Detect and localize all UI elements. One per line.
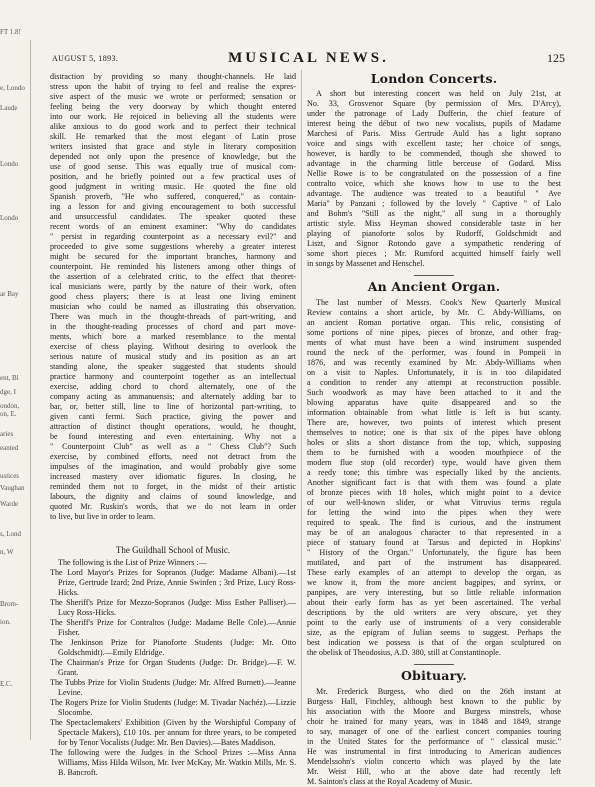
text-line: ments, which bore a marked resemblance to the mental — [50, 332, 296, 341]
text-line: depended not only upon the presence of knowledge, but the — [50, 152, 296, 161]
text-line: round the neck of the performer, was found in Pompeii in — [307, 348, 561, 357]
prize-entry: The Lord Mayor's Prizes for Sopranos (Judge: Madame Albani).—1st Prize, Gertrude Izard; 2nd Prize, Annie Swinfen ; 3rd Prize, Lucy Ross-Hicks. — [50, 568, 296, 597]
text-line: panpipes, are very interesting, but so little reliable information — [307, 588, 561, 597]
margin-fragment: eanted — [0, 444, 19, 452]
text-line: reminded them not to forget, in the midst of their artistic — [50, 482, 296, 491]
text-line: good chess players; there is at least one living eminent — [50, 292, 296, 301]
text-line: for letting the wind into the pipes when they were — [307, 508, 561, 517]
margin-fragment: Laude — [0, 104, 18, 112]
text-line: and Bohm's "Still as the night," all sung in a thoroughly — [307, 209, 561, 218]
text-line: might be secured for the important branches, harmony and — [50, 252, 296, 261]
text-line: feeling being the very doorway by which thought entered — [50, 102, 296, 111]
margin-fragment: E.C. — [0, 680, 13, 688]
margin-fragment: FT 1.8! — [0, 28, 21, 36]
text-line: required to speak. The find is curious, and the instrument — [307, 518, 561, 527]
text-line: size, as the epigram of Julian seems to suggest. Perhaps the — [307, 628, 561, 637]
prize-entry: The Rogers Prize for Violin Students (Judge: M. Tivadar Nachéz).—Lizzie Slocombe. — [50, 698, 296, 717]
text-line: There was much in the thought-threads of part-writing, and — [50, 312, 296, 321]
prize-entry: The following were the Judges in the School Prizes :—Miss Anna Williams, Miss Hilda Wilson, Mr. Iver McKay, Mr. Watkin Mills, Mr. S. B. Bancroft. — [50, 748, 296, 777]
text-line: good judgment in writing music. He quoted the fine old — [50, 182, 296, 191]
text-line: Burgess Hall, Finchley, although best known to the public by — [307, 697, 561, 706]
text-line: These early examples of an attempt to develop the organ, as — [307, 568, 561, 577]
text-line: proceeded to give some suggestions whereby a greater interest — [50, 242, 296, 251]
text-line: to live, but live in order to learn. — [50, 512, 155, 521]
obituary-article — [307, 687, 561, 787]
text-line: ing a lesson for and giving encouragement to both successful — [50, 202, 296, 211]
text-line: standing alone, the speaker suggested that students should — [50, 362, 296, 371]
margin-fragment: s, Lond — [0, 530, 21, 538]
text-line: the assertion of a celebrated critic, to the effect that theoret- — [50, 272, 296, 281]
lecture-report — [50, 72, 296, 522]
margin-fragment: dge, I — [0, 388, 16, 396]
margin-fragment: n, W — [0, 548, 14, 556]
text-line: a reedy tone; this timbre was especially liked by the ancients. — [307, 468, 561, 477]
text-line: skill. He remarked that the most elegant of Latin prose — [50, 132, 296, 141]
london-concerts-heading: London Concerts. — [370, 71, 498, 86]
text-line: to say, manager of one of the earliest concert companies touring — [307, 727, 561, 736]
text-line: a condition to render any attempt at reconstruction possible. — [307, 378, 561, 387]
margin-fragment: Vaughan — [0, 484, 25, 492]
text-line: piece of statuary found at Tarsus and depicted in Hopkins' — [307, 538, 561, 547]
text-line: point to the early use of instruments of a very considerable — [307, 618, 561, 627]
text-line: Mr. Frederick Burgess, who died on the 26th instant at — [316, 687, 561, 696]
text-line: Mr. Weist Hill, who at the above date had recently left — [307, 767, 561, 776]
text-line: however, is hardly to be commended, though she showed to — [307, 149, 561, 158]
column-divider — [301, 70, 302, 720]
text-line: best indication we possess is that of the organ sculptured on — [307, 638, 561, 647]
text-line: distraction by providing so many thought-channels. He laid — [50, 72, 296, 81]
text-line: impulses of the imagination, and would probably give some — [50, 462, 296, 471]
obituary-heading: Obituary. — [401, 668, 467, 683]
margin-fragment: aries — [0, 430, 14, 438]
text-line: into our work. He rejoiced in believing all the students were — [50, 112, 296, 121]
text-line: Another significant fact is that with them was found a plate — [307, 478, 561, 487]
text-line: on a visit to Naples. Unfortunately, it is in too dilapidated — [307, 368, 561, 377]
text-line: and unsuccessful candidates. The speaker quoted these — [50, 212, 296, 221]
left-column — [50, 72, 296, 778]
text-line: Marchesi of Paris. Miss Gertrude Auld has a light soprano — [307, 129, 561, 138]
text-line: stress upon the habit of trying to feel and realise the expres- — [50, 82, 296, 91]
prize-entry: The Sheriff's Prize for Mezzo-Sopranos (Judge: Miss Esther Palliser).—Lucy Ross-Hicks. — [50, 598, 296, 617]
prize-list — [50, 558, 296, 778]
text-line: " History of the Organ." Unfortunately, the figure has been — [307, 548, 561, 557]
prize-entry: The Jenkinson Prize for Pianoforte Students (Judge: Mr. Otto Goldschmidt).—Emily Eldridge. — [50, 638, 296, 657]
text-line: company acting as ammanuensis; and alternately adding bar to — [50, 392, 296, 401]
text-line: them to be furnished with a wooden mouthpiece of the — [307, 448, 561, 457]
text-line: blowing apparatus have quite disappeared and so the — [307, 398, 561, 407]
text-line: holes or slits a short distance from the top, which, supposing — [307, 438, 561, 447]
margin-rule — [30, 40, 31, 740]
page-number: 125 — [547, 51, 565, 65]
margin-fragment: Warde — [0, 500, 19, 508]
margin-fragment: ent, Bl — [0, 374, 19, 382]
prize-entry: The Chairman's Prize for Organ Students (Judge: Dr. Bridge).—F. W. Grant. — [50, 658, 296, 677]
text-line: " Counterpoint Club" as well as a " Chess Club"? Such — [50, 442, 296, 451]
text-line: position, and he briefly pointed out a few practical uses of — [50, 172, 296, 181]
guildhall-heading: The Guildhall School of Music. — [115, 545, 231, 555]
text-line: we know it, from the more ancient bagpipes, and syrinx, or — [307, 578, 561, 587]
text-line: contralto voice, which she knows how to use to the best — [307, 179, 561, 188]
text-line: recent words of an eminent examiner: "Why do candidates — [50, 222, 296, 231]
text-line: advantage. The audience was treated to a beautiful " Ave — [307, 189, 561, 198]
text-line: He was instrumental in first introducing to American audiences — [307, 747, 561, 756]
prize-entry: The Spectaclemakers' Exhibition (Given by the Worshipful Company of Spectacle Makers), £10 10s. per annum for three years, to be competed for by Tenor Vocalists (Judge: Mr. Ben Davies).—Bates Maddison. — [50, 718, 296, 747]
text-line: of bronze pieces with 18 holes, which might point to a device — [307, 488, 561, 497]
margin-fragment: ondon, — [0, 402, 20, 410]
text-line: No. 33, Grosvenor Square (by permission of Mrs. D'Arcy), — [307, 99, 561, 108]
text-line: information obtainable from what little is left is but scanty. — [307, 408, 561, 417]
prize-entry: The Sheriff's Prize for Contraltos (Judge: Madame Belle Cole).—Annie Fisher. — [50, 618, 296, 637]
text-line: sive aspect of the music we wrote or performed; sensation or — [50, 92, 296, 101]
text-line: artistic style. Miss Heyman showed considerable taste in her — [307, 219, 561, 228]
margin-fragment: Londo — [0, 160, 19, 168]
ancient-organ-article — [307, 298, 561, 658]
text-line: be found interesting and even entertaining. Why not a — [50, 432, 296, 441]
text-line: given canti fermi. Such practice, giving the power and — [50, 412, 296, 421]
text-line: in the thought-reading processes of chord and part move- — [50, 322, 296, 331]
text-line: Liszt, and Signor Rotondo gave a sympathetic rendering of — [307, 239, 561, 248]
text-line: choir he trained for many years, was in 1848 and 1849, strange — [307, 717, 561, 726]
text-line: writers insisted that grace and style in literary composition — [50, 142, 296, 151]
text-line: advantage in the charming little berceuse of Godard. Miss — [307, 159, 561, 168]
text-line: 1876, and was recently examined by Mr. Abdy-Williams when — [307, 358, 561, 367]
adjacent-page-margin — [0, 0, 30, 760]
text-line: some portions of nine pipes, pieces of bronze, and other frag- — [307, 328, 561, 337]
text-line: There are, however, two points of interest which present — [307, 418, 561, 427]
text-line: descriptions by the old writers are very obscure, yet they — [307, 608, 561, 617]
text-line: Nellie Rowe is to be congratulated on the possession of a fine — [307, 169, 561, 178]
text-line: may be of an analogous character to that represented in a — [307, 528, 561, 537]
prize-entry: The Tubbs Prize for Violin Students (Judge: Mr. Alfred Burnett).—Jeanne Levine. — [50, 678, 296, 697]
text-line: Spanish proverb, "He who suffered, conquered," as contain- — [50, 192, 296, 201]
text-line: ments of what must have been a wind instrument suspended — [307, 338, 561, 347]
text-line: serious nature of musical study and its position as an art — [50, 352, 296, 361]
text-line: The last number of Messrs. Cook's New Quarterly Musical — [316, 298, 561, 307]
text-line: about their early form has as yet been ascertained. The verbal — [307, 598, 561, 607]
page-header — [52, 50, 565, 66]
margin-fragment: ustices — [0, 472, 20, 480]
text-line: Such woodwork as may have been attached to it and the — [307, 388, 561, 397]
text-line: bar, or, better still, line to line of horizontal part-writing, to — [50, 402, 296, 411]
ancient-organ-heading: An Ancient Organ. — [367, 279, 501, 294]
margin-fragment: Londo — [0, 214, 19, 222]
text-line: use of good sense. This was equally true of musical com- — [50, 162, 296, 171]
text-line: Maria" by Panzani ; followed by the lovely " Captive " of Lalo — [307, 199, 561, 208]
text-line: an ancient Roman portative organ. This relic, consisting of — [307, 318, 561, 327]
publication-title: MUSICAL NEWS. — [228, 50, 389, 66]
text-line: " persist in regarding counterpoint as a necessary evil?" and — [50, 232, 296, 241]
text-line: counterpoint. He reminded his listeners among other things of — [50, 262, 296, 271]
text-line: his association with the Moore and Burgess minstrels, whose — [307, 707, 561, 716]
text-line: exercise, by combined efforts, need not detract from the — [50, 452, 296, 461]
prize-intro: The following is the List of Prize Winners :— — [58, 558, 207, 567]
text-line: some short pieces ; Mr. Rumford acquitted himself fairly well — [307, 249, 561, 258]
margin-fragment: on, E. — [0, 410, 17, 418]
text-line: interest being the début of two new vocalists, pupils of Madame — [307, 119, 561, 128]
text-line: alike anxious to do good work and to perfect their technical — [50, 122, 296, 131]
text-line: playing of pianoforte solos by Rudorff, Goldschmidt and — [307, 229, 561, 238]
margin-fragment: Brom- — [0, 600, 19, 608]
margin-fragment: ion. — [0, 618, 11, 626]
text-line: Mendelssohn's violin concerto which was played by the late — [307, 757, 561, 766]
text-line: under the patronage of Lady Dufferin, the chief feature of — [307, 109, 561, 118]
text-line: attraction of distinct thought operations, would, he thought, — [50, 422, 296, 431]
text-line: in songs by Massenet and Henschel. — [307, 259, 425, 268]
text-line: voice and sings with excellent taste; her choice of songs, — [307, 139, 561, 148]
text-line: modern flue stop (old recorder) type, would have given them — [307, 458, 561, 467]
text-line: of our well-known slider, or what Vitruvius terms regula — [307, 498, 561, 507]
text-line: the obelisk of Theodosius, A.D. 380, still at Constantinople. — [307, 648, 501, 657]
margin-fragment: ar Bay — [0, 290, 19, 298]
text-line: M. Sainton's class at the Royal Academy of Music. — [307, 777, 473, 786]
right-column — [307, 72, 561, 787]
text-line: ical musicians were, partly by the nature of their work, often — [50, 282, 296, 291]
london-concerts-article — [307, 89, 561, 269]
text-line: themselves to notice; one is that six of the pipes have oblong — [307, 428, 561, 437]
text-line: increased mastery over idiomatic figures. In closing, he — [50, 472, 296, 481]
text-line: Review contains a short article, by Mr. C. Abdy-Williams, on — [307, 308, 561, 317]
text-line: mutilated, and part of the instrument has disappeared. — [307, 558, 561, 567]
text-line: musician who could be named as illustrating this observation. — [50, 302, 296, 311]
margin-fragment: e, Londo — [0, 84, 25, 92]
text-line: practice harmony and counterpoint together as an intellectual — [50, 372, 296, 381]
text-line: A short but interesting concert was held on July 21st, at — [316, 89, 561, 98]
text-line: quoted Mr. Ruskin's words, that we do not learn in order — [50, 502, 296, 511]
text-line: in the United States for the performance of " classical music." — [307, 737, 561, 746]
issue-date: AUGUST 5, 1893. — [52, 54, 119, 63]
text-line: exercise of chess playing. Without desiring to overlook the — [50, 342, 296, 351]
text-line: labours, the dignity and claims of sound knowledge, and — [50, 492, 296, 501]
text-line: exercise, adding chord to chord alternately, one of the — [50, 382, 296, 391]
